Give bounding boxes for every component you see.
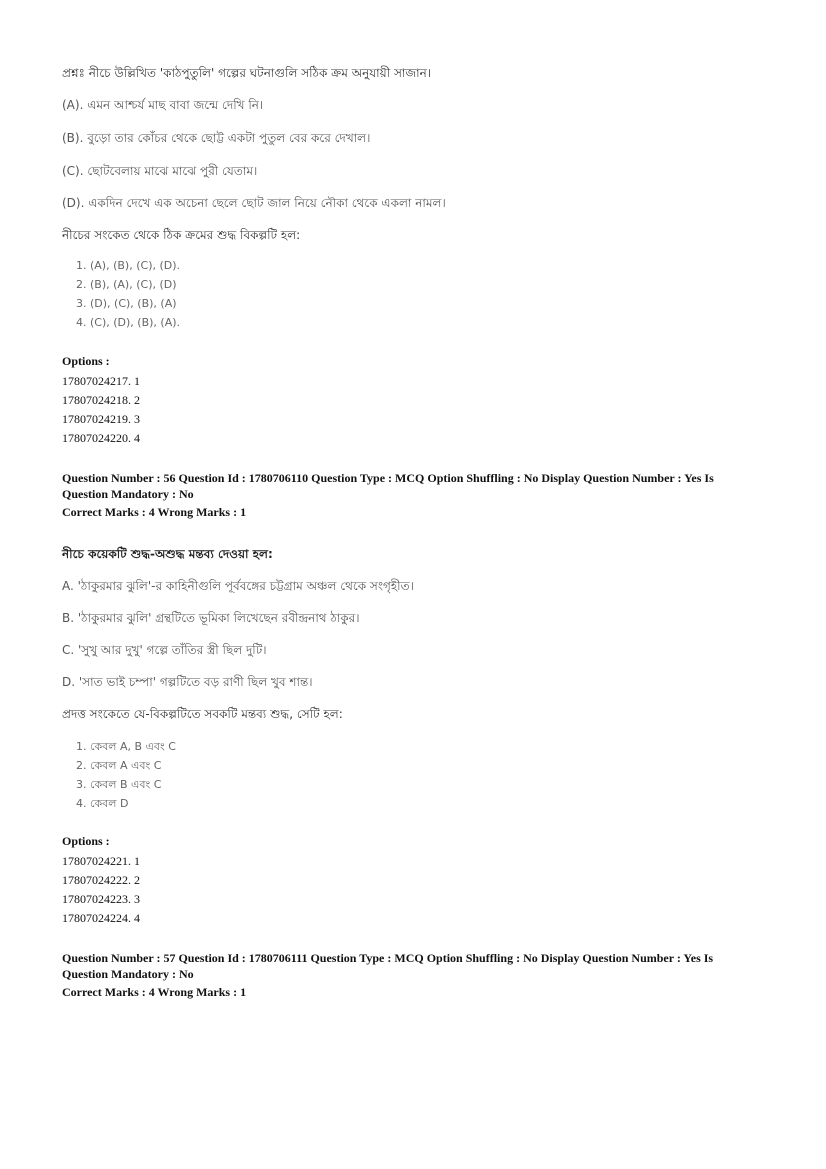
statement-b: (B). বুড়ো তার কোঁচর থেকে ছোট্ট একটা পুতুল বের করে দেখাল। — [62, 131, 371, 145]
statement-d: (D). একদিন দেখে এক অচেনা ছেলে ছোট জাল নিয়ে নৌকা থেকে একলা নামল। — [62, 196, 446, 210]
option-2: 17807024218. 2 — [62, 393, 140, 407]
question-55-image — [62, 64, 762, 332]
choice-3: 3. কেবল B এবং C — [76, 778, 162, 791]
option-3: 17807024223. 3 — [62, 892, 140, 906]
option-1: 17807024217. 1 — [62, 374, 140, 388]
question-prompt: প্রদত্ত সংকেতে যে-বিকল্পটিতে সবকটি মন্তব্য শুদ্ধ, সেটি হল: — [62, 707, 343, 721]
choice-2: 2. (B), (A), (C), (D) — [76, 278, 177, 291]
question-prompt: নীচের সংকেত থেকে ঠিক ক্রমের শুদ্ধ বিকল্পটি হল: — [62, 228, 301, 242]
question-meta-line: Question Number : 57 Question Id : 1780706111 Question Type : MCQ Option Shuffling : No Display Question Number : Yes Is Question Mandatory : No — [62, 951, 714, 981]
choice-1: 1. (A), (B), (C), (D). — [76, 259, 181, 272]
option-4: 17807024224. 4 — [62, 911, 140, 925]
choice-4: 4. কেবল D — [76, 797, 129, 810]
option-1: 17807024221. 1 — [62, 854, 140, 868]
statement-a: A. 'ঠাকুরমার ঝুলি'-র কাহিনীগুলি পূর্ববঙ্গের চট্টগ্রাম অঞ্চল থেকে সংগৃহীত। — [62, 579, 414, 593]
choice-4: 4. (C), (D), (B), (A). — [76, 316, 181, 329]
question-56-meta — [62, 470, 762, 520]
options-list — [62, 852, 140, 928]
marks-line: Correct Marks : 4 Wrong Marks : 1 — [62, 505, 247, 519]
options-heading: Options : — [62, 834, 110, 848]
question-stem: নীচে কয়েকটি শুদ্ধ-অশুদ্ধ মন্তব্য দেওয়া হল: — [62, 547, 273, 561]
marks-line: Correct Marks : 4 Wrong Marks : 1 — [62, 985, 247, 999]
options-list — [62, 372, 140, 448]
choice-2: 2. কেবল A এবং C — [76, 759, 162, 772]
choice-1: 1. কেবল A, B এবং C — [76, 740, 176, 753]
statement-c: (C). ছোটবেলায় মাঝে মাঝে পুরী যেতাম। — [62, 164, 258, 178]
question-stem: প্রশ্নঃ নীচে উল্লিখিত 'কাঠপুতুলি' গল্পের ঘটনাগুলি সঠিক ক্রম অনুযায়ী সাজান। — [62, 66, 432, 80]
statement-a: (A). এমন আশ্চর্য মাছ বাবা জন্মে দেখি নি। — [62, 98, 264, 112]
options-heading: Options : — [62, 354, 110, 368]
statement-b: B. 'ঠাকুরমার ঝুলি' গ্রন্থটিতে ভূমিকা লিখেছেন রবীন্দ্রনাথ ঠাকুর। — [62, 611, 360, 625]
question-meta-line: Question Number : 56 Question Id : 1780706110 Question Type : MCQ Option Shuffling : No Display Question Number : Yes Is Question Mandatory : No — [62, 471, 714, 501]
statement-c: C. 'সুখু আর দুখু' গল্পে তাঁতির স্ত্রী ছিল দুটি। — [62, 643, 267, 657]
option-4: 17807024220. 4 — [62, 431, 140, 445]
choice-3: 3. (D), (C), (B), (A) — [76, 297, 177, 310]
statement-d: D. 'সাত ভাই চম্পা' গল্পটিতে বড় রাণী ছিল খুব শান্ত। — [62, 675, 313, 689]
option-2: 17807024222. 2 — [62, 873, 140, 887]
question-56-image — [62, 545, 762, 813]
option-3: 17807024219. 3 — [62, 412, 140, 426]
question-57-meta — [62, 950, 762, 1000]
